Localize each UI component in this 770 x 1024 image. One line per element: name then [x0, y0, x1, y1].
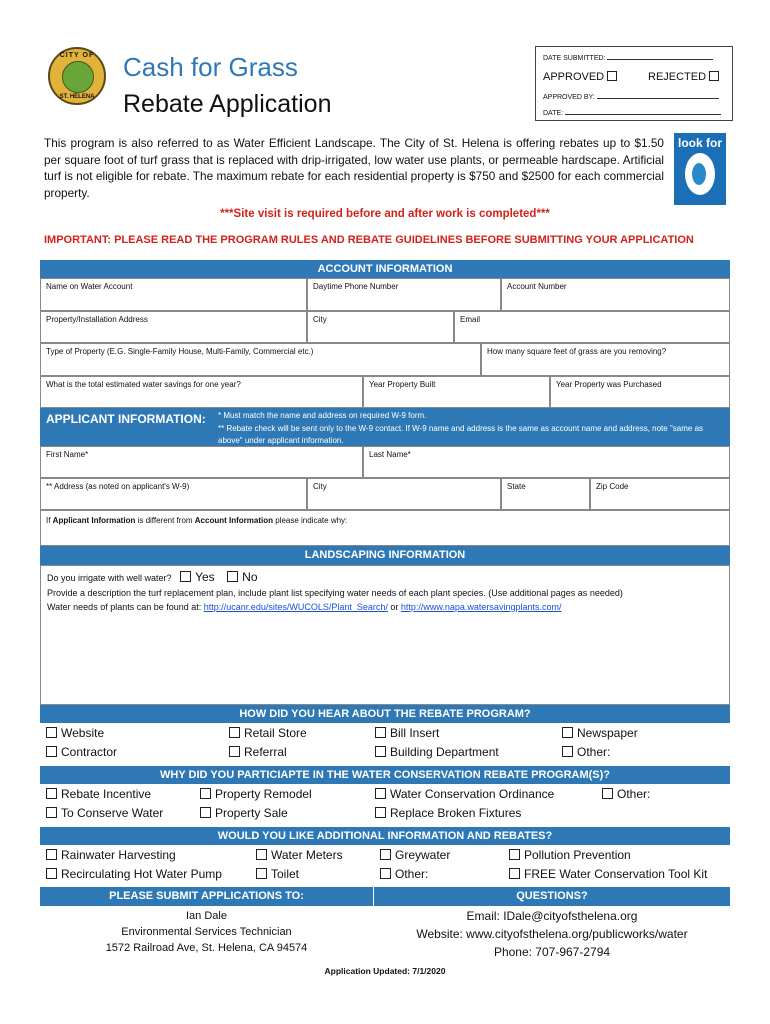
why-fixtures-option[interactable]: Replace Broken Fixtures — [375, 806, 521, 820]
turf-plan-instructions: Provide a description the turf replacement plan, include plant list specifying water needs of each plant species. (Use additional pages as needed) — [47, 588, 623, 598]
year-purchased-field[interactable]: Year Property was Purchased — [550, 376, 730, 408]
more-greywater-option[interactable]: Greywater — [380, 848, 450, 862]
checkbox[interactable] — [200, 788, 211, 799]
well-no-checkbox[interactable] — [227, 571, 238, 582]
watersense-logo-text: look for — [678, 136, 722, 150]
why-other-option[interactable]: Other: — [602, 787, 650, 801]
application-updated-footer: Application Updated: 7/1/2020 — [324, 966, 446, 976]
email-field[interactable]: Email — [454, 311, 730, 343]
checkbox[interactable] — [46, 868, 57, 879]
more-pollution-option[interactable]: Pollution Prevention — [509, 848, 631, 862]
seal-top-text: CITY OF — [59, 52, 95, 59]
checkbox[interactable] — [229, 727, 240, 738]
questions-website[interactable]: Website: www.cityofsthelena.org/publicworks/water — [416, 927, 688, 941]
office-status-box — [535, 46, 733, 121]
why-conserve-option[interactable]: To Conserve Water — [46, 806, 163, 820]
wucols-link[interactable]: http://ucanr.edu/sites/WUCOLS/Plant_Search/ — [203, 602, 388, 612]
account-info-heading: ACCOUNT INFORMATION — [40, 260, 730, 278]
well-yes-checkbox[interactable] — [180, 571, 191, 582]
landscaping-description-field[interactable]: Do you irrigate with well water? Yes No Provide a description the turf replacement plan, include plant list specifying water needs of each plant species. (Use additional pages as needed) Water needs of plants can be found at: http://ucanr.edu/sites/WUCOLS/Plant_Search/ or http://www.napa.watersavingplants.com/ — [40, 565, 730, 705]
water-savings-field[interactable]: What is the total estimated water savings for one year? — [40, 376, 363, 408]
approved-by-line[interactable] — [597, 98, 719, 99]
checkbox[interactable] — [375, 746, 386, 757]
why-ordinance-option[interactable]: Water Conservation Ordinance — [375, 787, 554, 801]
approved-checkbox[interactable] — [607, 71, 617, 81]
intro-paragraph: This program is also referred to as Water Efficient Landscape. The City of St. Helena is offering rebates up to $1.50 per square foot of turf grass that is replaced with drip-irrigated, low water use plants, or permeable hardscape. Artificial turf is not eligible for rebate. The maximum rebate for each residential property is $750 and $2500 for each commercial property. — [44, 136, 664, 200]
contact-name: Ian Dale — [186, 910, 227, 922]
hear-building-dept-option[interactable]: Building Department — [375, 745, 499, 759]
why-heading: WHY DID YOU PARTICIAPTE IN THE WATER CONSERVATION REBATE PROGRAM(S)? — [40, 766, 730, 784]
checkbox[interactable] — [46, 727, 57, 738]
first-name-field[interactable]: First Name* — [40, 446, 363, 478]
sqft-removed-field[interactable]: How many square feet of grass are you removing? — [481, 343, 730, 376]
more-heading: WOULD YOU LIKE ADDITIONAL INFORMATION AND REBATES? — [40, 827, 730, 845]
checkbox[interactable] — [375, 788, 386, 799]
date-label: DATE: — [543, 110, 564, 117]
checkbox[interactable] — [602, 788, 613, 799]
checkbox[interactable] — [509, 849, 520, 860]
contact-role: Environmental Services Technician — [121, 926, 292, 938]
checkbox[interactable] — [229, 746, 240, 757]
hear-newspaper-option[interactable]: Newspaper — [562, 726, 638, 740]
property-address-field[interactable]: Property/Installation Address — [40, 311, 307, 343]
well-water-question: Do you irrigate with well water? — [47, 573, 172, 583]
contact-address: 1572 Railroad Ave, St. Helena, CA 94574 — [105, 942, 308, 954]
hear-other-option[interactable]: Other: — [562, 745, 610, 759]
checkbox[interactable] — [200, 807, 211, 818]
title-line-1: Cash for Grass — [123, 52, 298, 82]
checkbox[interactable] — [380, 849, 391, 860]
well-no-label: No — [242, 570, 258, 584]
applicant-city-field[interactable]: City — [307, 478, 501, 510]
checkbox[interactable] — [562, 727, 573, 738]
important-notice: IMPORTANT: PLEASE READ THE PROGRAM RULES AND REBATE GUIDELINES BEFORE SUBMITTING YOUR APPLICATION — [44, 234, 694, 246]
watersense-logo — [674, 133, 726, 205]
checkbox[interactable] — [256, 849, 267, 860]
daytime-phone-field[interactable]: Daytime Phone Number — [307, 278, 501, 311]
why-sale-option[interactable]: Property Sale — [200, 806, 288, 820]
more-options — [40, 845, 730, 885]
hear-website-option[interactable]: Website — [46, 726, 104, 740]
applicant-info-heading: APPLICANT INFORMATION: — [46, 412, 206, 426]
napa-plants-link[interactable]: http://www.napa.watersavingplants.com/ — [400, 602, 562, 612]
checkbox[interactable] — [375, 727, 386, 738]
city-seal — [48, 47, 106, 105]
more-other-option[interactable]: Other: — [380, 867, 428, 881]
account-number-field[interactable]: Account Number — [501, 278, 730, 311]
seal-bottom-text: ST. HELENA — [59, 94, 95, 100]
name-on-account-field[interactable]: Name on Water Account — [40, 278, 307, 311]
approved-by-label: APPROVED BY: — [543, 94, 595, 101]
hear-referral-option[interactable]: Referral — [229, 745, 287, 759]
well-yes-label: Yes — [195, 570, 215, 584]
applicant-info-header — [40, 408, 730, 446]
questions-contact — [374, 907, 730, 961]
landscaping-heading: LANDSCAPING INFORMATION — [40, 546, 730, 565]
approved-label: APPROVED — [543, 71, 605, 83]
rejected-label: REJECTED — [648, 71, 707, 83]
site-visit-notice: ***Site visit is required before and after work is completed*** — [220, 208, 550, 220]
checkbox[interactable] — [380, 868, 391, 879]
hear-retail-option[interactable]: Retail Store — [229, 726, 307, 740]
title-line-2: Rebate Application — [123, 90, 332, 118]
more-rainwater-option[interactable]: Rainwater Harvesting — [46, 848, 176, 862]
checkbox[interactable] — [256, 868, 267, 879]
property-type-field[interactable]: Type of Property (E.G. Single-Family House, Multi-Family, Commercial etc.) — [40, 343, 481, 376]
checkbox[interactable] — [509, 868, 520, 879]
hear-heading: HOW DID YOU HEAR ABOUT THE REBATE PROGRAM? — [40, 705, 730, 723]
checkbox[interactable] — [562, 746, 573, 757]
more-hot-water-option[interactable]: Recirculating Hot Water Pump — [46, 867, 222, 881]
hear-bill-insert-option[interactable]: Bill Insert — [375, 726, 439, 740]
date-submitted-line[interactable] — [607, 59, 713, 60]
applicant-difference-field[interactable]: If Applicant Information is different from Account Information please indicate why: — [40, 510, 730, 546]
last-name-field[interactable]: Last Name* — [363, 446, 730, 478]
year-built-field[interactable]: Year Property Built — [363, 376, 550, 408]
date-line[interactable] — [565, 114, 721, 115]
more-meters-option[interactable]: Water Meters — [256, 848, 343, 862]
date-submitted-label: DATE SUBMITTED: — [543, 55, 606, 62]
more-toolkit-option[interactable]: FREE Water Conservation Tool Kit — [509, 867, 707, 881]
submit-heading: PLEASE SUBMIT APPLICATIONS TO: — [40, 887, 373, 906]
seal-grapes-icon — [62, 61, 94, 93]
applicant-note-2: ** Rebate check will be sent only to the W-9 contact. If W-9 name and address is the same as account name and address, note "same as above" under applicant information. — [218, 424, 704, 445]
why-options — [40, 784, 730, 826]
why-remodel-option[interactable]: Property Remodel — [200, 787, 312, 801]
questions-email[interactable]: Email: IDale@cityofsthelena.org — [466, 909, 638, 923]
applicant-note-1: * Must match the name and address on required W-9 form. — [218, 411, 427, 420]
checkbox[interactable] — [46, 849, 57, 860]
submit-contact — [40, 908, 373, 956]
questions-heading: QUESTIONS? — [374, 887, 730, 906]
applicant-zip-field[interactable]: Zip Code — [590, 478, 730, 510]
hear-options — [40, 723, 730, 765]
why-rebate-option[interactable]: Rebate Incentive — [46, 787, 151, 801]
watersense-inner-drop-icon — [692, 163, 706, 185]
questions-phone: Phone: 707-967-2794 — [493, 945, 611, 959]
checkbox[interactable] — [46, 788, 57, 799]
applicant-state-field[interactable]: State — [501, 478, 590, 510]
checkbox[interactable] — [46, 807, 57, 818]
more-toilet-option[interactable]: Toilet — [256, 867, 299, 881]
checkbox[interactable] — [46, 746, 57, 757]
applicant-address-field[interactable]: ** Address (as noted on applicant's W-9) — [40, 478, 307, 510]
hear-contractor-option[interactable]: Contractor — [46, 745, 117, 759]
rejected-checkbox[interactable] — [709, 71, 719, 81]
account-city-field[interactable]: City — [307, 311, 454, 343]
checkbox[interactable] — [375, 807, 386, 818]
